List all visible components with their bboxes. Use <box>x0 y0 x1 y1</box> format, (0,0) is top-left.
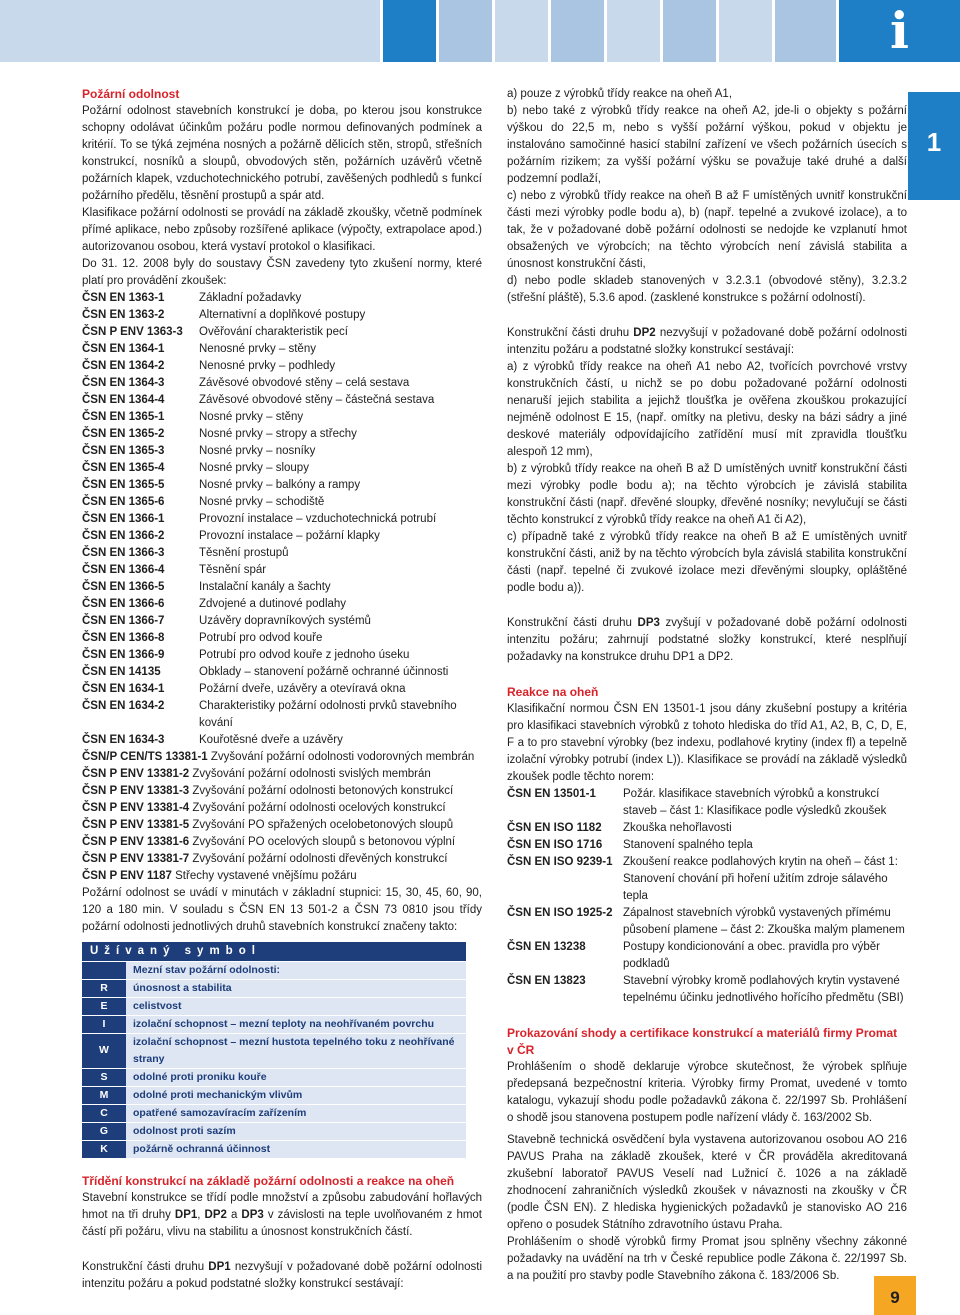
paragraph: Stavebně technická osvědčení byla vystavena autorizovanou osobou AO 216 PAVUS Praha na základě zkoušek, které v ČR prováděla akreditovaná zkušební laboratoř PAVUS Veselí nad Lužnicí č. 1026 a na základě zhodnocení zahraničních výsledků zkoušek v návaznosti na zkoušky v ČR (podle ČSN EN). Z hlediska hygienických požadavků je stanovisko AO 216 opřeno o posudek Státního zdravotního ústavu Praha. <box>507 1134 907 1231</box>
standard-description: Střechy vystavené vnějšímu požáru <box>175 870 357 882</box>
standard-row <box>82 647 482 664</box>
standard-description: Nenosné prvky – podhledy <box>199 360 336 372</box>
standard-description: Uzávěry dopravníkových systémů <box>199 615 371 627</box>
symbol-row <box>82 997 466 1015</box>
standard-row <box>82 528 482 545</box>
symbol-description: izolační schopnost – mezní teploty na neohřívaném povrchu <box>126 1015 466 1033</box>
header-bar <box>0 0 960 62</box>
standard-description: Ověřování charakteristik pecí <box>199 326 348 338</box>
symbol-table-title: Užívaný symbol <box>82 942 466 961</box>
heading-classification: Třídění konstrukcí na základě požární odolnosti a reakce na oheň <box>82 1173 455 1188</box>
standard-row <box>82 698 482 732</box>
symbol-description: odolnost proti sazím <box>126 1122 466 1140</box>
standard-description: Nenosné prvky – stěny <box>199 343 316 355</box>
standard-description: Nosné prvky – schodiště <box>199 496 325 508</box>
standard-code: ČSN EN 1634-2 <box>82 700 165 712</box>
symbol-letter: I <box>82 1015 126 1033</box>
paragraph: a) pouze z výrobků třídy reakce na oheň A1, <box>507 88 733 100</box>
standard-code: ČSN EN 1366-9 <box>82 649 165 661</box>
standard-row <box>82 800 482 817</box>
standard-row <box>82 460 482 477</box>
standard-description: Alternativní a doplňkové postupy <box>199 309 366 321</box>
standard-description: Kouřotěsné dveře a uzávěry <box>199 734 343 746</box>
symbol-row <box>82 1104 466 1122</box>
standard-row <box>82 664 482 681</box>
standard-row <box>82 443 482 460</box>
header-band <box>0 0 380 62</box>
symbol-row <box>82 1068 466 1086</box>
header-band <box>495 0 548 62</box>
page-number: 9 <box>874 1276 916 1315</box>
standard-row <box>82 358 482 375</box>
standard-description: Nosné prvky – balkóny a rampy <box>199 479 361 491</box>
standard-description: Zvyšování požární odolnosti vodorovných membrán <box>210 751 475 763</box>
standard-description: Nosné prvky – stěny <box>199 411 304 423</box>
paragraph: Klasifikační normou ČSN EN 13501-1 jsou dány zkušební postupy a kritéria pro klasifikaci stavebních výrobků z tohoto hlediska do tříd A1, A2, B, C, D, E, F a to pro stavební výrobky (bez indexu, podlahové krytiny (index fl) a tepelně izolační výrobky potrubí (index L)). Klasifikace se provádí na základě výsledků zkoušek podle těchto norem: <box>507 703 907 783</box>
standard-row <box>82 681 482 698</box>
standard-description: Provozní instalace – požární klapky <box>199 530 380 542</box>
standard-code: ČSN EN 1364-4 <box>82 394 165 406</box>
standard-row <box>82 545 482 562</box>
standard-code: ČSN P ENV 13381-5 <box>82 819 190 831</box>
standard-code: ČSN EN 1366-4 <box>82 564 165 576</box>
standard-code: ČSN EN ISO 9239-1 <box>507 856 613 868</box>
header-band <box>383 0 436 62</box>
standard-row <box>82 375 482 392</box>
paragraph: Prohlášením o shodě výrobků firmy Promat jsou splněny všechny zákonné požadavky na uvádění na trh v České republice podle Zákona č. 22/1997 Sb. a na použití pro stavby podle Stavebního zákona č. 183/2006 Sb. <box>507 1236 907 1282</box>
header-band <box>439 0 492 62</box>
symbol-description: požárně ochranná účinnost <box>126 1140 466 1158</box>
standard-description: Potrubí pro odvod kouře <box>199 632 323 644</box>
symbol-description: izolační schopnost – mezní hustota tepelného toku z neohřívané strany <box>126 1033 466 1068</box>
standard-code: ČSN P ENV 1363-3 <box>82 326 183 338</box>
standard-code: ČSN EN 14135 <box>82 666 161 678</box>
standard-row <box>82 341 482 358</box>
standard-description: Zvyšování požární odolnosti dřevěných konstrukcí <box>192 853 448 865</box>
standard-code: ČSN EN 1365-1 <box>82 411 165 423</box>
standard-code: ČSN EN 1366-6 <box>82 598 165 610</box>
standard-description: Provozní instalace – vzduchotechnická potrubí <box>199 513 437 525</box>
standard-code: ČSN P ENV 13381-7 <box>82 853 190 865</box>
standard-row <box>82 324 482 341</box>
standard-row <box>507 905 907 939</box>
standard-code: ČSN EN 1366-1 <box>82 513 165 525</box>
standard-description: Zvyšování požární odolnosti svislých membrán <box>192 768 431 780</box>
standard-row <box>82 766 482 783</box>
paragraph: Prohlášením o shodě deklaruje výrobce skutečnost, že výrobek splňuje předepsaná bezpečnostní kriteria. Výrobky firmy Promat, uvedené v tomto katalogu, vykazují shodu podle požadavků zákona č. 22/1997 Sb. Prohlášení o shodě jsou stanovena postupem podle nařízení vlády č. 163/2002 Sb. <box>507 1061 907 1124</box>
symbol-row <box>82 979 466 997</box>
standard-row <box>82 494 482 511</box>
standard-code: ČSN EN 1366-7 <box>82 615 165 627</box>
standard-description: Obklady – stanovení požárně ochranné účinnosti <box>199 666 449 678</box>
standard-description: Stanovení spalného tepla <box>623 839 753 851</box>
standard-description: Základní požadavky <box>199 292 302 304</box>
symbol-row <box>82 1015 466 1033</box>
standard-code: ČSN EN 13501-1 <box>507 788 596 800</box>
standard-description: Nosné prvky – nosníky <box>199 445 316 457</box>
standard-row <box>82 392 482 409</box>
paragraph: Stavební konstrukce se třídí podle množství a způsobu zabudování hořlavých hmot na tři druhy DP1, DP2 a DP3 v závislosti na teple uvolňovaném z hmot částí při požáru, vlivu na stabilitu a únosnost konstrukčních částí. <box>82 1191 483 1238</box>
symbol-description: celistvost <box>126 997 466 1015</box>
standard-description: Zvyšování požární odolnosti betonových konstrukcí <box>192 785 454 797</box>
standard-row <box>82 749 482 766</box>
header-band <box>663 0 716 62</box>
standard-code: ČSN P ENV 13381-4 <box>82 802 190 814</box>
symbol-letter: S <box>82 1068 126 1086</box>
header-band <box>551 0 604 62</box>
symbol-letter: M <box>82 1086 126 1104</box>
symbol-row <box>82 1140 466 1158</box>
standard-code: ČSN EN ISO 1716 <box>507 839 603 851</box>
header-band <box>775 0 836 62</box>
heading-conformity: Prokazování shody a certifikace konstrukcí a materiálů firmy Promat v ČR <box>507 1026 898 1057</box>
symbol-letter: W <box>82 1033 126 1068</box>
standard-code: ČSN EN 1366-5 <box>82 581 165 593</box>
standard-row <box>82 477 482 494</box>
standard-description: Charakteristiky požární odolnosti prvků stavebního kování <box>199 700 457 729</box>
symbol-table <box>82 942 466 1159</box>
standard-description: Nosné prvky – stropy a střechy <box>199 428 357 440</box>
symbol-row <box>82 1122 466 1140</box>
symbol-description: odolné proti proniku kouře <box>126 1068 466 1086</box>
symbol-description: opatřené samozavíracím zařízením <box>126 1104 466 1122</box>
standard-code: ČSN P ENV 13381-3 <box>82 785 190 797</box>
standard-code: ČSN/P CEN/TS 13381-1 <box>82 751 208 763</box>
standard-code: ČSN EN 1634-3 <box>82 734 165 746</box>
standard-description: Zdvojené a dutinové podlahy <box>199 598 347 610</box>
standard-row <box>82 579 482 596</box>
standard-description: Zvyšování požární odolnosti ocelových konstrukcí <box>192 802 446 814</box>
standard-description: Instalační kanály a šachty <box>199 581 331 593</box>
paragraph: Konstrukční části druhu DP1 nezvyšují v požadované době požární odolnosti intenzitu požáru a pokud podstatné složky konstrukcí sestávají: <box>82 1260 483 1290</box>
standard-code: ČSN EN 1634-1 <box>82 683 165 695</box>
standard-code: ČSN P ENV 13381-6 <box>82 836 190 848</box>
paragraph: d) nebo podle skladeb stanovených v 3.2.3.1 (obvodové stěny), 3.2.3.2 (střešní pláště), 5.3.6 apod. (zasklené konstrukce s požární odolností). <box>507 275 907 304</box>
symbol-description: únosnost a stabilita <box>126 979 466 997</box>
paragraph: c) případně také z výrobků třídy reakce na oheň B až E umístěných uvnitř konstrukční části, aniž by na těchto výrobcích byla závislá stabilita konstrukční části (např. tepelné či zvukové izolace mezi dřevěnými sloupky, opláštěné podle bodu a)). <box>507 531 907 594</box>
standard-row <box>82 783 482 800</box>
symbol-letter: E <box>82 997 126 1015</box>
symbol-row <box>82 1086 466 1104</box>
standard-description: Zkoušení reakce podlahových krytin na oheň – část 1: Stanovení chování při hoření užitím zdroje sálavého tepla <box>623 856 898 902</box>
standard-code: ČSN EN 13238 <box>507 941 586 953</box>
standard-row <box>82 851 482 868</box>
standard-row <box>82 630 482 647</box>
paragraph: Požární odolnost se uvádí v minutách v základní stupnici: 15, 30, 45, 60, 90, 120 a 180 min. V souladu s ČSN EN 13 501-2 a ČSN 73 0810 jsou třídy požární odolnosti jednotlivých druhů stavebních konstrukcí značeny takto: <box>82 887 482 933</box>
standard-code: ČSN EN 1365-6 <box>82 496 165 508</box>
standard-row <box>82 562 482 579</box>
standard-description: Nosné prvky – sloupy <box>199 462 309 474</box>
standard-code: ČSN EN 1364-2 <box>82 360 165 372</box>
standard-code: ČSN EN ISO 1182 <box>507 822 602 834</box>
standard-description: Stavební výrobky kromě podlahových krytin vystavené tepelnému účinku jednotlivého hořícího předmětu (SBI) <box>623 975 904 1004</box>
standards-list-2 <box>82 749 482 885</box>
left-column <box>82 86 482 1293</box>
standard-row <box>507 786 907 820</box>
standard-description: Zvyšování PO ocelových sloupů s betonovou výplní <box>192 836 456 848</box>
standard-code: ČSN EN ISO 1925-2 <box>507 907 613 919</box>
standard-description: Těsnění spár <box>199 564 267 576</box>
standard-row <box>82 613 482 630</box>
standard-code: ČSN EN 13823 <box>507 975 586 987</box>
standard-row <box>82 307 482 324</box>
standard-code: ČSN EN 1365-3 <box>82 445 165 457</box>
paragraph: b) nebo také z výrobků třídy reakce na oheň A2, jde-li o objekty s požární výškou do 22,5 m, nebo s vyšší požární výškou, pokud v objektu je instalováno samočinné hasicí stabilní zařízení ve všech požárních úsecích s požárním rizikem; za vyšší požární výšku se považuje také druhé a další podzemní podlaží, <box>507 105 907 185</box>
standard-description: Těsnění prostupů <box>199 547 289 559</box>
standard-row <box>507 939 907 973</box>
standard-description: Zvyšování PO spřažených ocelobetonových sloupů <box>192 819 454 831</box>
standard-code: ČSN EN 1365-4 <box>82 462 165 474</box>
standards-list <box>82 290 482 749</box>
standard-code: ČSN EN 1365-5 <box>82 479 165 491</box>
paragraph: a) z výrobků třídy reakce na oheň A1 nebo A2, tvořících povrchové vrstvy konstrukčních částí, u nichž se po dobu požadované požární odolnosti nenaruší jejich stabilita a jejichž tloušťka je ověřena zkouškou prokazující nejméně odolnost E 15, (např. omítky na pletivu, desky na bázi sádry a jiné deskové materiály odpovídajícího zatřídění musí mít zpravidla tloušťku alespoň 12 mm), <box>507 361 907 458</box>
symbol-letter: K <box>82 1140 126 1158</box>
standard-description: Závěsové obvodové stěny – celá sestava <box>199 377 410 389</box>
chapter-tab: 1 <box>908 92 960 200</box>
standard-description: Zkouška nehořlavosti <box>623 822 732 834</box>
standard-code: ČSN EN 1363-2 <box>82 309 165 321</box>
standard-code: ČSN EN 1366-2 <box>82 530 165 542</box>
standard-description: Závěsové obvodové stěny – částečná sestava <box>199 394 435 406</box>
header-band <box>607 0 660 62</box>
symbol-letter: G <box>82 1122 126 1140</box>
symbol-letter: C <box>82 1104 126 1122</box>
standard-row <box>82 596 482 613</box>
standard-row <box>507 973 907 1007</box>
symbol-letter: R <box>82 979 126 997</box>
paragraph: Do 31. 12. 2008 byly do soustavy ČSN zavedeny tyto zkušení normy, které platí pro provádění zkoušek: <box>82 258 482 287</box>
standard-description: Postupy kondicionování a obec. pravidla pro výběr podkladů <box>623 941 880 970</box>
standard-row <box>507 854 907 905</box>
paragraph: Klasifikace požární odolnosti se provádí na základě zkoušky, včetně podmínek přímé aplikace, nebo způsoby rozšířené aplikace (výpočty, extrapolace apod.) autorizovanou osobou, která vystaví protokol o klasifikaci. <box>82 207 482 253</box>
heading-fire-resistance: Požární odolnost <box>82 87 180 101</box>
standard-code: ČSN EN 1366-3 <box>82 547 165 559</box>
standard-description: Zápalnost stavebních výrobků vystavených přímému působení plamene – část 2: Zkouška malým plamenem <box>623 907 905 936</box>
standard-row <box>82 426 482 443</box>
standard-code: ČSN P ENV 13381-2 <box>82 768 190 780</box>
info-icon: i <box>839 0 960 62</box>
reaction-standards-list <box>507 786 907 1007</box>
standard-description: Požární dveře, uzávěry a otevíravá okna <box>199 683 406 695</box>
standard-code: ČSN EN 1366-8 <box>82 632 165 644</box>
standard-description: Potrubí pro odvod kouře z jednoho úseku <box>199 649 410 661</box>
symbol-row <box>82 1033 466 1068</box>
standard-code: ČSN EN 1363-1 <box>82 292 165 304</box>
standard-row <box>507 837 907 854</box>
standard-code: ČSN EN 1364-1 <box>82 343 165 355</box>
standard-row <box>82 817 482 834</box>
standard-row <box>82 290 482 307</box>
standard-code: ČSN P ENV 1187 <box>82 870 172 882</box>
paragraph: Požární odolnost stavebních konstrukcí je doba, po kterou jsou konstrukce schopny odolávat účinkům požáru podle normou definovaných podmínek a kritérií. To se týká zejména nosných a požárně dělicích stěn, stropů, střešních konstrukcí, nosníků a sloupů, obvodových stěn, požárních uzávěrů včetně požárních klapek, vzduchotechnického potrubí, zavěšených podhledů s funkcí požárního předělu, těsnění prostupů a spár atd. <box>82 105 482 202</box>
standard-code: ČSN EN 1365-2 <box>82 428 165 440</box>
standard-code: ČSN EN 1364-3 <box>82 377 165 389</box>
standard-row <box>507 820 907 837</box>
standard-row <box>82 732 482 749</box>
standard-row <box>82 834 482 851</box>
header-band <box>719 0 772 62</box>
standard-row <box>82 409 482 426</box>
heading-reaction-to-fire: Reakce na oheň <box>507 685 599 699</box>
paragraph: b) z výrobků třídy reakce na oheň B až D umístěných uvnitř konstrukční části mezi výrobky podle bodu a); na těchto výrobcích je závislá stabilita konstrukční části (např. dřevěné sloupky, dřevěné nosníky; nevylučují se části těchto konstrukcí z výrobků třídy reakce na oheň A1 či A2), <box>507 463 907 526</box>
symbol-description: odolné proti mechanickým vlivům <box>126 1086 466 1104</box>
paragraph: Konstrukční části druhu DP3 zvyšují v požadované době požární odolnosti intenzitu požáru; zahrnují podstatné složky konstrukcí, které nesplňují požadavky na konstrukce druhu DP1 a DP2. <box>507 617 907 663</box>
standard-row <box>82 868 482 885</box>
paragraph: c) nebo z výrobků třídy reakce na oheň B až F umístěných uvnitř konstrukční části mezi výrobky podle bodu a), b) (např. tepelné a zvukové izolace), a to tak, že v požadované době požární odolnosti se nedojde ke vzplanutí hmot obsažených ve výrobcích; na těchto výrobcích není závislá stabilita a únosnost konstrukční části, <box>507 190 907 270</box>
symbol-table-subtitle: Mezní stav požární odolnosti: <box>126 961 466 979</box>
right-column <box>507 86 907 1285</box>
standard-row <box>82 511 482 528</box>
standard-description: Požár. klasifikace stavebních výrobků a konstrukcí staveb – část 1: Klasifikace podle výsledků zkoušek <box>623 788 887 817</box>
paragraph: Konstrukční části druhu DP2 nezvyšují v požadované době požární odolnosti intenzitu požáru a podstatné složky konstrukcí sestávají: <box>507 327 908 356</box>
